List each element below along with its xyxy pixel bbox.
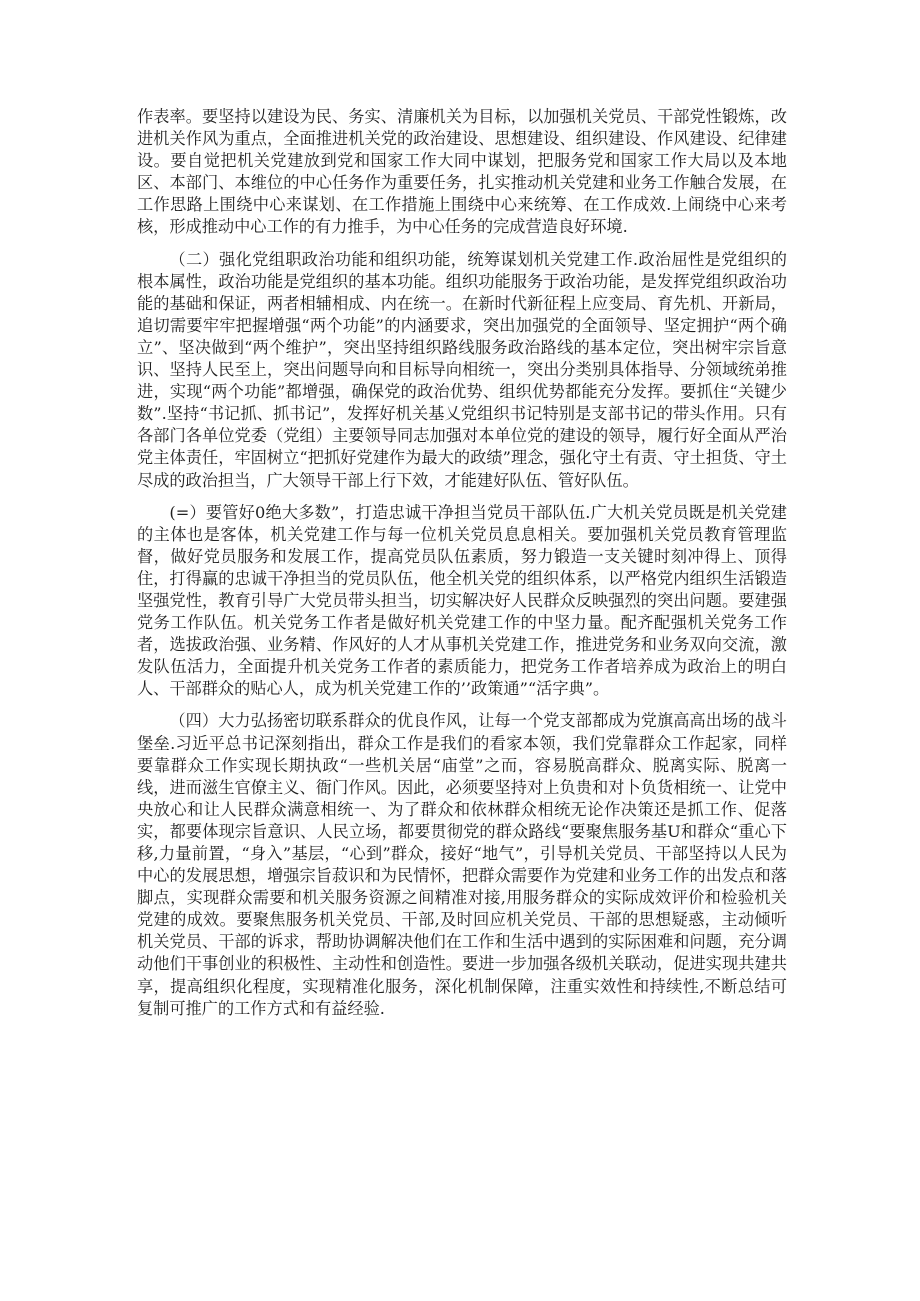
paragraph-continuation: 作表率。要坚持以建设为民、务实、清廉机关为目标，以加强机关党员、干部党性锻炼，改进机关作风为重点，全面推进机关党的政治建设、思想建设、组织建设、作风建设、纪律建设。要自觉把机关党建放到党和国家工作大同中谋划，把服务党和国家工作大局以及本地区、本部门、本维位的中心任务作为重要任务，扎实推动机关党建和业务工作触合发展，在工作思路上围绕中心来谋划、在工作措施上围绕中心来统筹、在工作成效.上闹绕中心来考核，形成推动中心工作的有力推手，为中心任务的完成营造良好环境. — [137, 107, 787, 237]
paragraph-section-2: （二）强化党组职政治功能和组织功能，统筹谋划机关党建工作.政治屈性是党组织的根本属性，政治功能是党组织的基本功能。组织功能服务于政治功能，是发挥党组织政治功能的基础和保证，两者相辅相成、内在统一。在新时代新征程上应变局、育先机、开新局，追切需要牢牢把握增强“两个功能”的内涵要求，突出加强党的全面领导、坚定拥护“两个确立”、坚决做到“两个维护”，突出坚持组织路线服务政治路线的基本定位，突出树牢宗旨意识、坚持人民至上，突出问题导向和目标导向相统一，突出分类别具体指导、分领域统弟推进，实现“两个功能”都增强，确保党的政治优势、组织优势都能充分发挥。要抓住“关键少数”.坚持“书记抓、抓书记”，发挥好机关基乂党组织书记特别是支部书记的带头作用。只有各部门各单位党委（党组）主要领导同志加强对本单位党的建设的领导，履行好全面从严治党主体责任，牢固树立“把抓好党建作为最大的政绩”理念，强化守土有责、守土担货、守土尽成的政治担当，广大领导干部上行下效，才能建好队伍、管好队伍。 — [137, 249, 787, 490]
paragraph-section-3: (=）要管好0绝大多数”，打造忠诚干净担当党员干部队伍.广大机关党员既是机关党建的主体也是客体，机关党建工作与每一位机关党员息息相关。要加强机关党员教育管理监督，做好党员服务和发展工作，提高党员队伍素质，努力锻造一支关键时刻冲得上、顶得住，打得赢的忠诚干净担当的党员队伍，他全机关党的组织体系，以严格党内组织生活锻造坚强党性，教育引导广大党员带头担当，切实解决好人民群众反映强烈的突出问题。要建强党务工作队伍。机关党务工作者是做好机关党建工作的中坚力量。配齐配强机关党务工作者，选拔政治强、业务精、作风好的人才从事机关党建工作，推进党务和业务双向交流，激发队伍活力，全面提升机关党务工作者的素质能力，把党务工作者培养成为政治上的明白人、干部群众的贴心人，成为机关党建工作的’’政策通”“活字典”。 — [137, 502, 787, 699]
document-body — [137, 106, 787, 1030]
paragraph-section-4: （四）大力弘扬密切联系群众的优良作风，让每一个党支部都成为党旗高高出场的战斗堡垒.习近平总书记深刻指出，群众工作是我们的看家本领，我们党靠群众工作起家，同样要靠群众工作实现长期执政“一些机关居“庙堂”之而，容易脱高群众、脱离实际、脱离一线，进而滋生官僚主义、衙门作风。因此，必须要坚持对上负贵和对卜负货相统一、让党中央放心和让人民群众满意相统一、为了群众和依林群众相统无论作决策还是抓工作、促落实，都要体现宗旨意识、人民立场，都要贯彻党的群众路线“要聚焦服务基U和群众“重心下移,力量前置，“身入”基层，“心到”群众，接好“地气”，引导机关党员、干部坚持以人民为中心的发展思想，增强宗旨菽识和为民情怀，把群众需要作为党建和业务工作的出发点和落脚点，实现群众需要和机关服务资源之间精准对接,用服务群众的实际成效评价和检验机关党建的成效。要聚焦服务机关党员、干部,及时回应机关党员、干部的思想疑惑，主动倾听机关党员、干部的诉求，帮助协调解决他们在工作和生活中遇到的实际困难和问题，充分调动他们干事创业的积极性、主动性和创造性。要进一步加强各级机关联动，促进实现共建共享，提高组织化程度，实现精准化服务，深化机制保障，注重实效性和持续性,不断总结可复制可推广的工作方式和有益经验. — [137, 711, 787, 1018]
